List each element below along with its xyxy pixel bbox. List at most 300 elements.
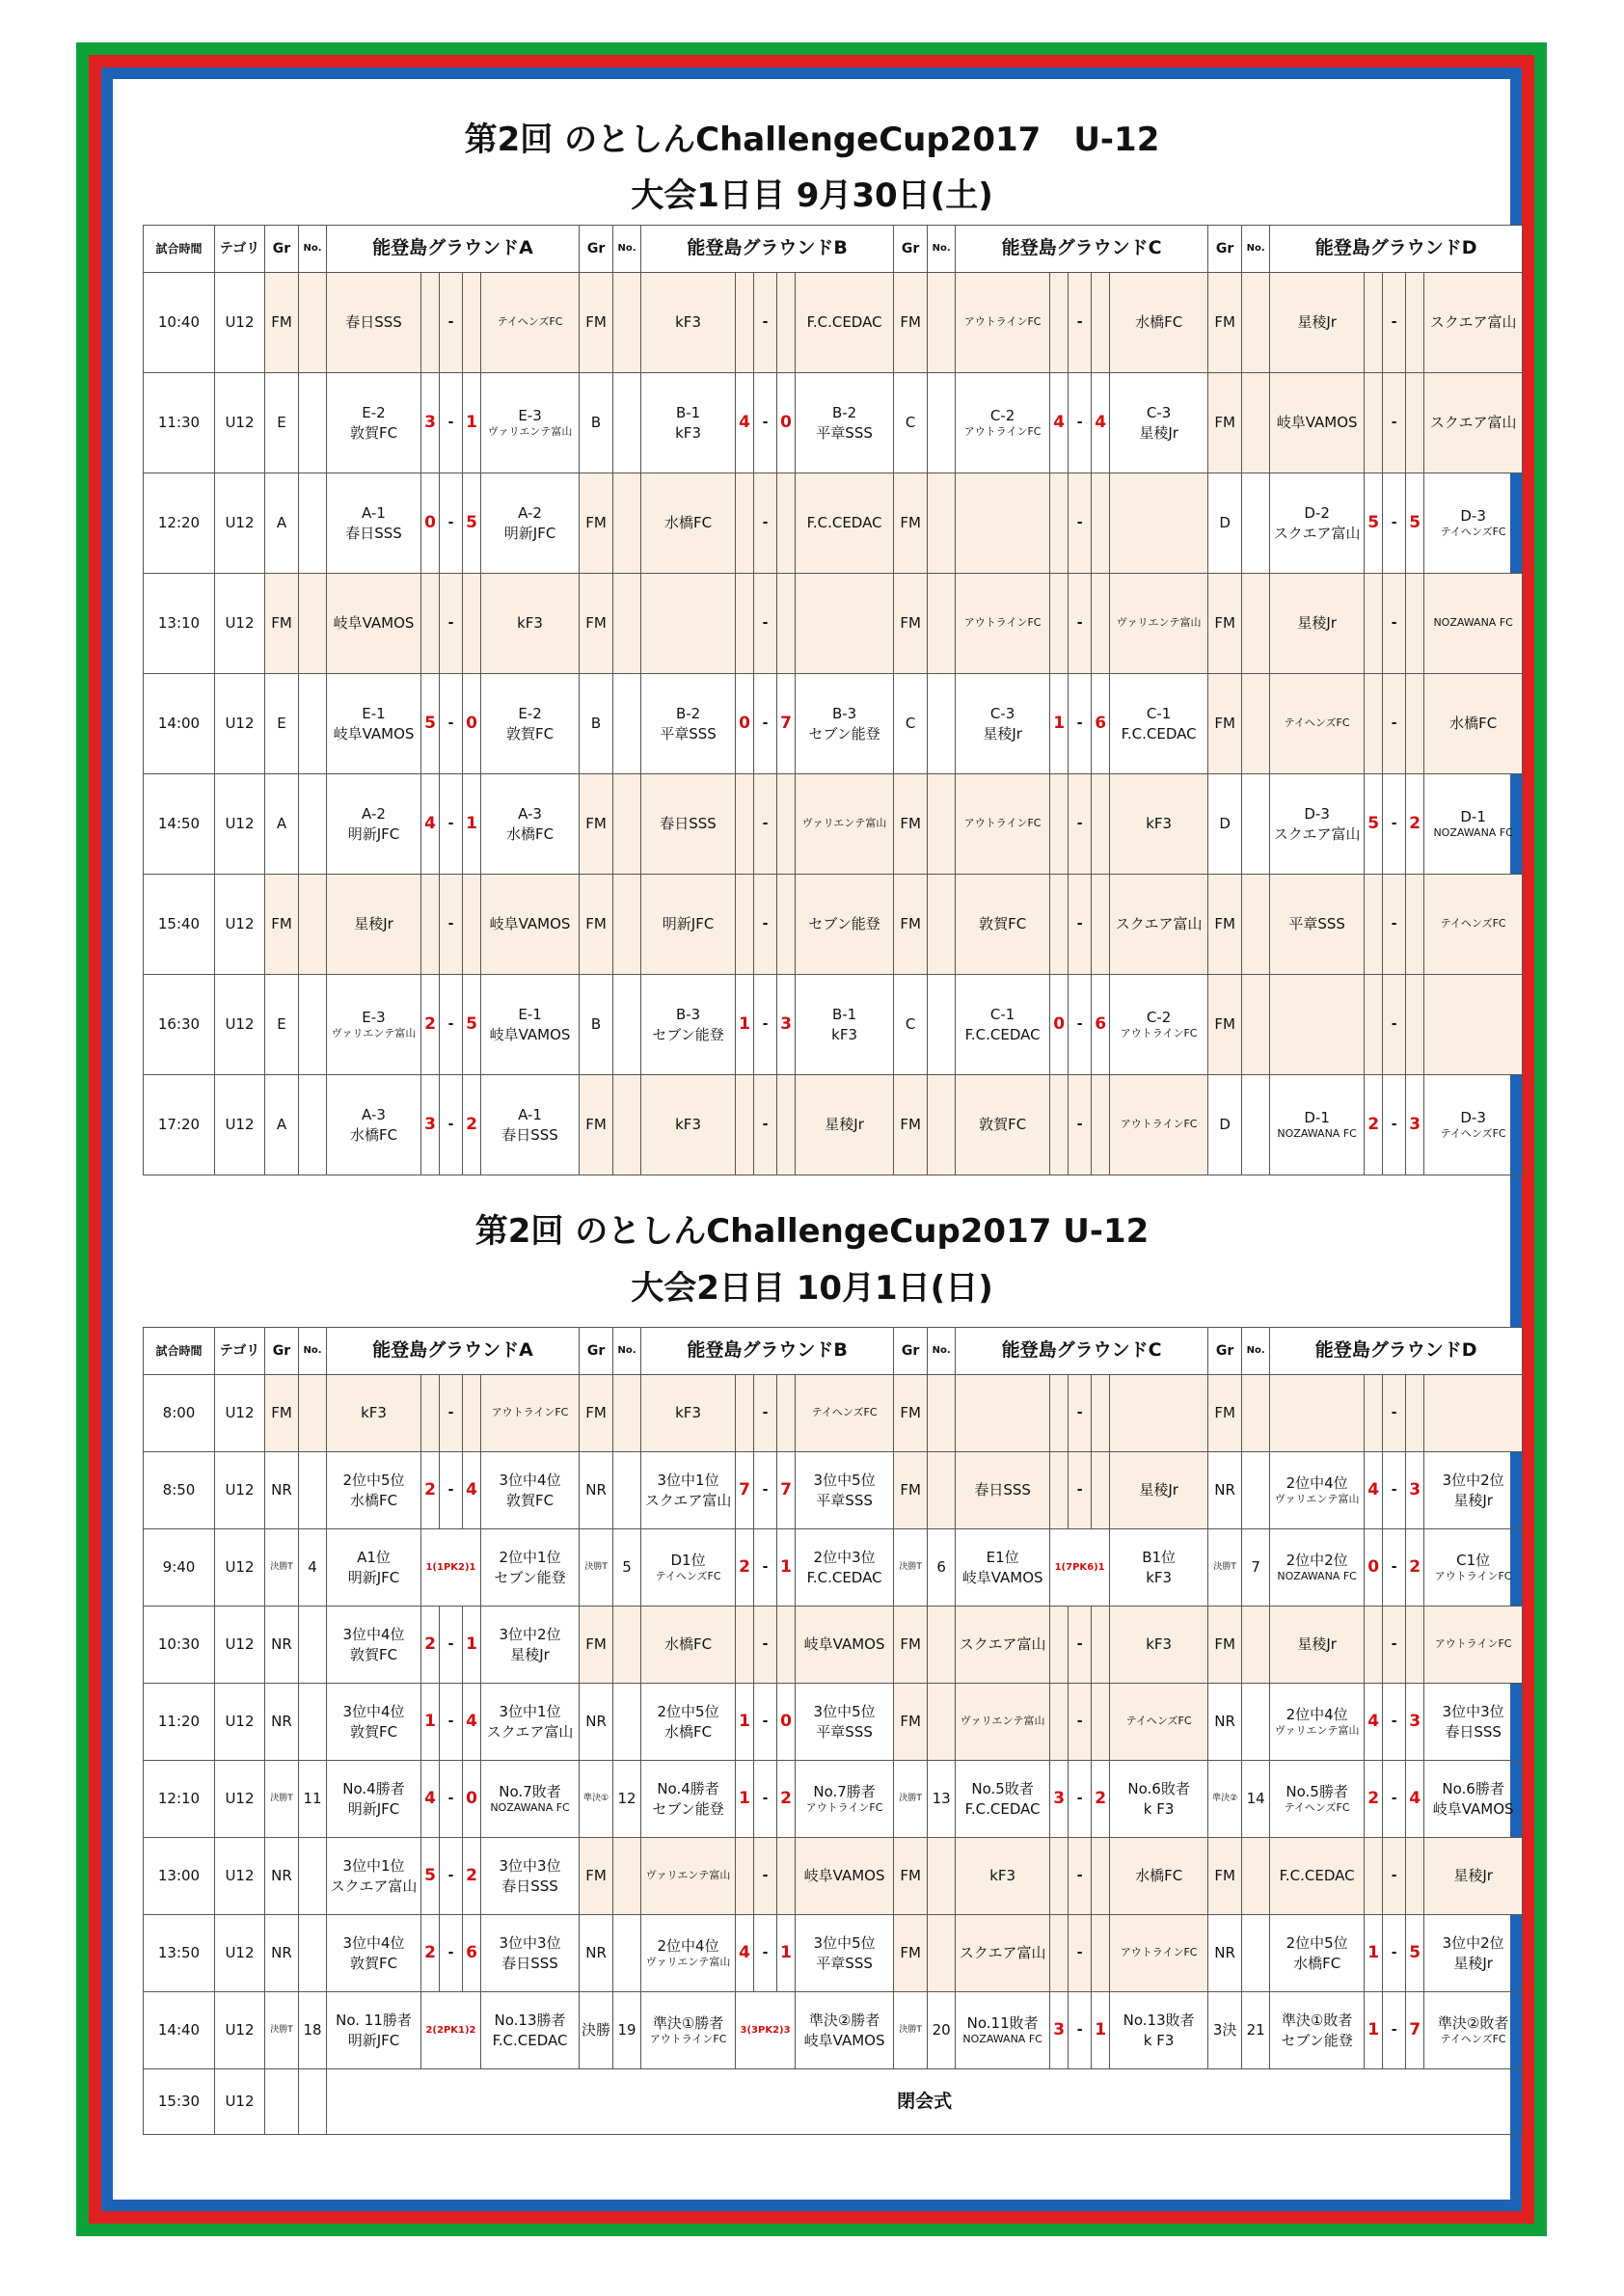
home-score [736, 1075, 754, 1175]
score-separator: - [1383, 975, 1406, 1075]
away-slot-label: 3位中5位 [813, 1703, 876, 1721]
home-team-name: セブン能登 [652, 1025, 724, 1043]
home-slot-label: C-1 [989, 1006, 1015, 1024]
home-score: 4 [736, 373, 754, 473]
home-team-name: ヴァリエンテ富山 [1274, 1493, 1360, 1506]
away-score: 2 [1406, 1529, 1424, 1607]
penalty-score: 1(7PK6)1 [1050, 1529, 1110, 1607]
match-number [299, 975, 327, 1075]
match-number [299, 1375, 327, 1452]
home-team-name: スクエア富山 [330, 1877, 418, 1895]
home-score: 4 [736, 1915, 754, 1992]
away-score: 4 [463, 1684, 481, 1761]
away-team-cell [481, 1075, 580, 1175]
away-slot-label: 3位中2位 [1442, 1934, 1504, 1953]
score-separator: - [1383, 574, 1406, 674]
match-time: 8:50 [144, 1452, 215, 1529]
match-number: 19 [613, 1992, 641, 2069]
away-team-name: 平章SSS [816, 1722, 873, 1741]
home-slot-label: 準決①勝者 [652, 2013, 724, 2032]
away-score: 0 [777, 373, 796, 473]
match-number [928, 674, 956, 774]
category: U12 [215, 975, 265, 1075]
home-team-cell: kF3 [641, 1375, 736, 1452]
home-team-cell [1270, 1075, 1365, 1175]
away-team-cell [481, 1992, 580, 2069]
away-team-cell [481, 674, 580, 774]
match-number [613, 774, 641, 875]
away-score [1092, 1452, 1110, 1529]
away-team-cell: 岐阜VAMOS [796, 1607, 894, 1684]
away-score: 7 [777, 1452, 796, 1529]
home-team-cell: アウトラインFC [956, 273, 1050, 373]
match-number [928, 975, 956, 1075]
home-team-cell: スクエア富山 [956, 1915, 1050, 1992]
home-slot-label: 2位中2位 [1286, 1551, 1348, 1569]
home-team-name: テイヘンズFC [655, 1570, 721, 1583]
away-score: 1 [463, 774, 481, 875]
day1-subtitle: 大会1日目 9月30日(土) [631, 176, 993, 215]
home-slot-label: A-1 [362, 504, 386, 523]
group-cell: D [1208, 774, 1242, 875]
away-team-cell [796, 1761, 894, 1838]
away-score [1406, 875, 1424, 975]
home-team-name: 水橋FC [1293, 1954, 1341, 1972]
home-score [1050, 273, 1069, 373]
away-team-name: 岐阜VAMOS [1432, 1799, 1514, 1818]
away-team-name: アウトラインFC [805, 1801, 883, 1815]
group-cell: FM [1208, 975, 1242, 1075]
away-team-name: 敦賀FC [505, 1491, 555, 1509]
score-separator: - [440, 1838, 463, 1915]
home-score [1050, 1375, 1069, 1452]
score-separator: - [440, 273, 463, 373]
match-number [613, 1075, 641, 1175]
home-team-cell: 春日SSS [327, 273, 421, 373]
match-number [299, 373, 327, 473]
gr-header: Gr [580, 226, 613, 273]
home-team-cell: 岐阜VAMOS [327, 574, 421, 674]
match-number [613, 975, 641, 1075]
schedule-row [144, 875, 1523, 975]
match-time: 16:30 [144, 975, 215, 1075]
away-slot-label: B1位 [1142, 1549, 1177, 1567]
home-slot-label: No.4勝者 [657, 1780, 719, 1798]
schedule-row [144, 1684, 1523, 1761]
score-separator: - [440, 1607, 463, 1684]
home-score [1050, 1915, 1069, 1992]
match-number [299, 1075, 327, 1175]
home-team-cell [956, 473, 1050, 574]
match-number: 5 [613, 1529, 641, 1607]
group-cell: FM [580, 1375, 613, 1452]
away-team-name: F.C.CEDAC [806, 1568, 882, 1586]
match-number [299, 774, 327, 875]
away-score [1092, 1684, 1110, 1761]
score-separator: - [754, 1075, 777, 1175]
score-separator: - [440, 774, 463, 875]
home-score [1050, 1684, 1069, 1761]
away-score [1092, 1915, 1110, 1992]
group-cell: FM [894, 273, 928, 373]
score-separator: - [440, 1761, 463, 1838]
home-score: 5 [1365, 774, 1383, 875]
away-score: 1 [463, 1607, 481, 1684]
home-score [1050, 574, 1069, 674]
home-slot-label: 2位中4位 [1286, 1473, 1348, 1492]
away-team-cell [481, 1838, 580, 1915]
away-team-cell: 岐阜VAMOS [481, 875, 580, 975]
home-team-cell: 星稜Jr [327, 875, 421, 975]
home-team-cell: 星稜Jr [1270, 273, 1365, 373]
away-team-cell [796, 1529, 894, 1607]
home-score [1050, 1607, 1069, 1684]
match-number [613, 1452, 641, 1529]
away-team-cell [1424, 975, 1523, 1075]
match-number [613, 1838, 641, 1915]
away-score: 7 [777, 674, 796, 774]
home-score: 5 [1365, 473, 1383, 574]
home-slot-label: E-3 [362, 1008, 386, 1026]
away-team-cell [481, 1452, 580, 1529]
home-team-cell: アウトラインFC [956, 574, 1050, 674]
score-separator: - [754, 1375, 777, 1452]
home-team-cell [327, 1452, 421, 1529]
away-slot-label: E-1 [518, 1006, 542, 1024]
away-score [1406, 273, 1424, 373]
home-slot-label: 3位中4位 [342, 1703, 405, 1721]
home-score [736, 473, 754, 574]
away-team-cell: kF3 [1110, 774, 1208, 875]
home-score: 1 [736, 1684, 754, 1761]
away-team-cell [1424, 1915, 1523, 1992]
home-score: 2 [421, 1452, 440, 1529]
group-cell: FM [1208, 674, 1242, 774]
home-score [1365, 1375, 1383, 1452]
away-score [463, 1375, 481, 1452]
home-team-name: 平章SSS [660, 724, 717, 743]
ground-a-header: 能登島グラウンドA [327, 1328, 580, 1375]
match-number [928, 1075, 956, 1175]
match-time: 13:00 [144, 1838, 215, 1915]
home-slot-label: 2位中4位 [657, 1936, 719, 1955]
group-cell: D [1208, 473, 1242, 574]
home-slot-label: 3位中4位 [342, 1626, 405, 1644]
score-separator: - [1069, 1452, 1092, 1529]
ground-b-header: 能登島グラウンドB [641, 1328, 894, 1375]
match-number [299, 574, 327, 674]
group-cell: FM [1208, 273, 1242, 373]
schedule-row [144, 373, 1523, 473]
score-separator: - [1069, 774, 1092, 875]
score-separator: - [440, 1375, 463, 1452]
away-team-cell: 水橋FC [1110, 273, 1208, 373]
category: U12 [215, 1375, 265, 1452]
home-team-name: スクエア富山 [644, 1491, 732, 1509]
home-score [1365, 1838, 1383, 1915]
score-separator: - [440, 1452, 463, 1529]
group-cell: A [265, 1075, 299, 1175]
home-team-cell [1270, 975, 1365, 1075]
match-number: 7 [1242, 1529, 1270, 1607]
score-separator: - [754, 774, 777, 875]
match-time: 17:20 [144, 1075, 215, 1175]
home-team-cell: アウトラインFC [956, 774, 1050, 875]
home-team-cell: 水橋FC [641, 473, 736, 574]
away-score [1092, 574, 1110, 674]
away-slot-label: 3位中3位 [499, 1857, 561, 1876]
match-number [613, 674, 641, 774]
away-score [1406, 1375, 1424, 1452]
home-score: 3 [421, 373, 440, 473]
match-number [299, 473, 327, 574]
closing-ceremony-row [144, 2069, 1523, 2135]
gr-header: Gr [894, 1328, 928, 1375]
home-score [1050, 1075, 1069, 1175]
group-cell: 決勝T [265, 1761, 299, 1838]
away-slot-label: 3位中3位 [499, 1934, 561, 1953]
home-score: 1 [1050, 674, 1069, 774]
group-cell: B [580, 373, 613, 473]
group-cell: 決勝T [894, 1992, 928, 2069]
match-number [1242, 1607, 1270, 1684]
home-team-cell: F.C.CEDAC [1270, 1838, 1365, 1915]
category: U12 [215, 473, 265, 574]
group-cell: FM [1208, 574, 1242, 674]
away-team-cell: スクエア富山 [1424, 373, 1523, 473]
home-team-cell: kF3 [641, 273, 736, 373]
away-slot-label: B-1 [831, 1006, 857, 1024]
home-team-name: 敦賀FC [349, 1954, 398, 1972]
home-team-cell [1270, 1529, 1365, 1607]
day1-title: 第2回 のとしんChallengeCup2017 U-12 [464, 121, 1160, 159]
no-header: No. [1242, 226, 1270, 273]
away-team-cell: ヴァリエンテ富山 [1110, 574, 1208, 674]
home-score [1050, 473, 1069, 574]
match-time: 9:40 [144, 1529, 215, 1607]
no-header: No. [299, 1328, 327, 1375]
away-team-cell: kF3 [481, 574, 580, 674]
away-score [1092, 473, 1110, 574]
home-score [1365, 1607, 1383, 1684]
away-score [1092, 875, 1110, 975]
home-slot-label: B-1 [675, 404, 701, 422]
no-header: No. [613, 226, 641, 273]
home-score: 4 [1050, 373, 1069, 473]
home-score [1050, 1838, 1069, 1915]
home-slot-label: 2位中5位 [657, 1703, 719, 1721]
home-team-cell: kF3 [641, 1075, 736, 1175]
group-cell: B [580, 975, 613, 1075]
group-cell: 決勝T [894, 1761, 928, 1838]
schedule-row [144, 1375, 1523, 1452]
away-team-cell [481, 1684, 580, 1761]
home-slot-label: No. 11勝者 [336, 2012, 412, 2030]
match-number [1242, 674, 1270, 774]
match-number [928, 1452, 956, 1529]
match-time: 10:40 [144, 273, 215, 373]
away-team-cell: アウトラインFC [481, 1375, 580, 1452]
away-team-cell [1110, 975, 1208, 1075]
away-team-name: 敦賀FC [505, 724, 555, 743]
match-number [613, 1607, 641, 1684]
away-team-cell: 岐阜VAMOS [796, 1838, 894, 1915]
match-time: 11:20 [144, 1684, 215, 1761]
match-number [1242, 1838, 1270, 1915]
match-number [1242, 373, 1270, 473]
away-score [1406, 975, 1424, 1075]
away-team-name: テイヘンズFC [1440, 2033, 1506, 2046]
home-score: 1 [421, 1684, 440, 1761]
home-team-cell [641, 1761, 736, 1838]
score-separator: - [754, 273, 777, 373]
home-score: 0 [1365, 1529, 1383, 1607]
away-team-cell [1424, 1452, 1523, 1529]
away-slot-label: 3位中3位 [1442, 1703, 1504, 1721]
away-score: 5 [1406, 473, 1424, 574]
group-cell: 決勝T [894, 1529, 928, 1607]
away-score: 2 [463, 1838, 481, 1915]
gr-header: Gr [580, 1328, 613, 1375]
away-team-cell [481, 1529, 580, 1607]
category-header: テゴリ [215, 1328, 265, 1375]
match-time: 10:30 [144, 1607, 215, 1684]
match-time: 14:00 [144, 674, 215, 774]
home-team-cell [956, 1529, 1050, 1607]
away-team-name: 星稜Jr [1453, 1491, 1493, 1509]
home-team-cell [1270, 1684, 1365, 1761]
home-team-cell [1270, 1375, 1365, 1452]
home-score [736, 1607, 754, 1684]
match-number: 11 [299, 1761, 327, 1838]
home-slot-label: No.11敗者 [966, 2013, 1039, 2032]
home-team-name: NOZAWANA FC [1277, 1570, 1357, 1583]
group-cell: FM [580, 1607, 613, 1684]
home-slot-label: A-3 [362, 1106, 386, 1124]
away-team-cell [796, 574, 894, 674]
group-cell: FM [1208, 1375, 1242, 1452]
match-number: 18 [299, 1992, 327, 2069]
match-number [928, 1838, 956, 1915]
group-cell: FM [894, 1915, 928, 1992]
match-number: 12 [613, 1761, 641, 1838]
category: U12 [215, 1075, 265, 1175]
match-number [928, 574, 956, 674]
away-team-name: 岐阜VAMOS [803, 2031, 885, 2049]
home-team-name: 水橋FC [664, 1722, 713, 1741]
match-number: 20 [928, 1992, 956, 2069]
match-number [613, 1375, 641, 1452]
home-score: 4 [421, 1761, 440, 1838]
home-team-name: 水橋FC [349, 1125, 398, 1144]
home-team-cell [327, 1915, 421, 1992]
away-score: 6 [463, 1915, 481, 1992]
away-score [1406, 373, 1424, 473]
home-team-cell [327, 1529, 421, 1607]
score-separator: - [1383, 674, 1406, 774]
home-team-cell: テイヘンズFC [1270, 674, 1365, 774]
away-team-cell [1110, 1375, 1208, 1452]
match-number [928, 774, 956, 875]
score-separator: - [754, 1684, 777, 1761]
group-cell: FM [894, 1375, 928, 1452]
home-team-cell [641, 975, 736, 1075]
away-slot-label: No.13敗者 [1123, 2012, 1195, 2030]
group-cell: 決勝T [580, 1529, 613, 1607]
match-number [299, 1684, 327, 1761]
match-number [928, 373, 956, 473]
ground-b-header: 能登島グラウンドB [641, 226, 894, 273]
score-separator: - [440, 975, 463, 1075]
header-row [144, 1328, 1523, 1375]
home-team-cell [956, 674, 1050, 774]
match-number [1242, 1075, 1270, 1175]
score-separator: - [754, 1838, 777, 1915]
home-team-cell [327, 774, 421, 875]
away-score [777, 774, 796, 875]
home-slot-label: C-3 [989, 705, 1015, 723]
group-cell: FM [1208, 373, 1242, 473]
group-cell: FM [894, 1452, 928, 1529]
away-team-cell: スクエア富山 [1424, 273, 1523, 373]
score-separator: - [1383, 1915, 1406, 1992]
match-number [928, 1375, 956, 1452]
away-team-name: NOZAWANA FC [1433, 826, 1513, 840]
match-time: 11:30 [144, 373, 215, 473]
away-slot-label: 2位中1位 [499, 1549, 561, 1567]
home-team-cell [641, 1915, 736, 1992]
away-slot-label: A-2 [518, 504, 542, 523]
away-team-cell: アウトラインFC [1110, 1075, 1208, 1175]
category: U12 [215, 1838, 265, 1915]
schedule-row [144, 1761, 1523, 1838]
away-score: 1 [1092, 1992, 1110, 2069]
away-team-name: 水橋FC [505, 824, 555, 843]
away-score: 5 [463, 473, 481, 574]
home-team-name: 明新JFC [347, 1799, 400, 1818]
ground-d-header: 能登島グラウンドD [1270, 1328, 1523, 1375]
home-team-name: アウトラインFC [963, 425, 1042, 439]
home-team-cell: kF3 [327, 1375, 421, 1452]
home-score: 1 [736, 975, 754, 1075]
away-team-cell: スクエア富山 [1110, 875, 1208, 975]
score-separator: - [1069, 1607, 1092, 1684]
away-team-name: 春日SSS [501, 1954, 558, 1972]
away-slot-label: C-2 [1146, 1008, 1172, 1026]
score-separator: - [1383, 1992, 1406, 2069]
group-cell: FM [580, 574, 613, 674]
group-cell: 3決 [1208, 1992, 1242, 2069]
group-cell: 準決② [1208, 1761, 1242, 1838]
away-team-name: F.C.CEDAC [1121, 724, 1197, 743]
away-slot-label: 準決②敗者 [1437, 2013, 1509, 2032]
home-team-name: NOZAWANA FC [962, 2033, 1042, 2046]
away-score: 3 [1406, 1684, 1424, 1761]
away-team-name: 春日SSS [501, 1877, 558, 1895]
home-score [1365, 875, 1383, 975]
score-separator: - [440, 875, 463, 975]
away-team-cell: kF3 [1110, 1607, 1208, 1684]
match-number [1242, 273, 1270, 373]
group-cell: FM [894, 473, 928, 574]
home-score [736, 1838, 754, 1915]
match-number [299, 273, 327, 373]
group-cell: NR [580, 1915, 613, 1992]
away-score [463, 574, 481, 674]
home-slot-label: D-3 [1304, 805, 1330, 824]
score-separator: - [1069, 373, 1092, 473]
score-separator: - [440, 1915, 463, 1992]
